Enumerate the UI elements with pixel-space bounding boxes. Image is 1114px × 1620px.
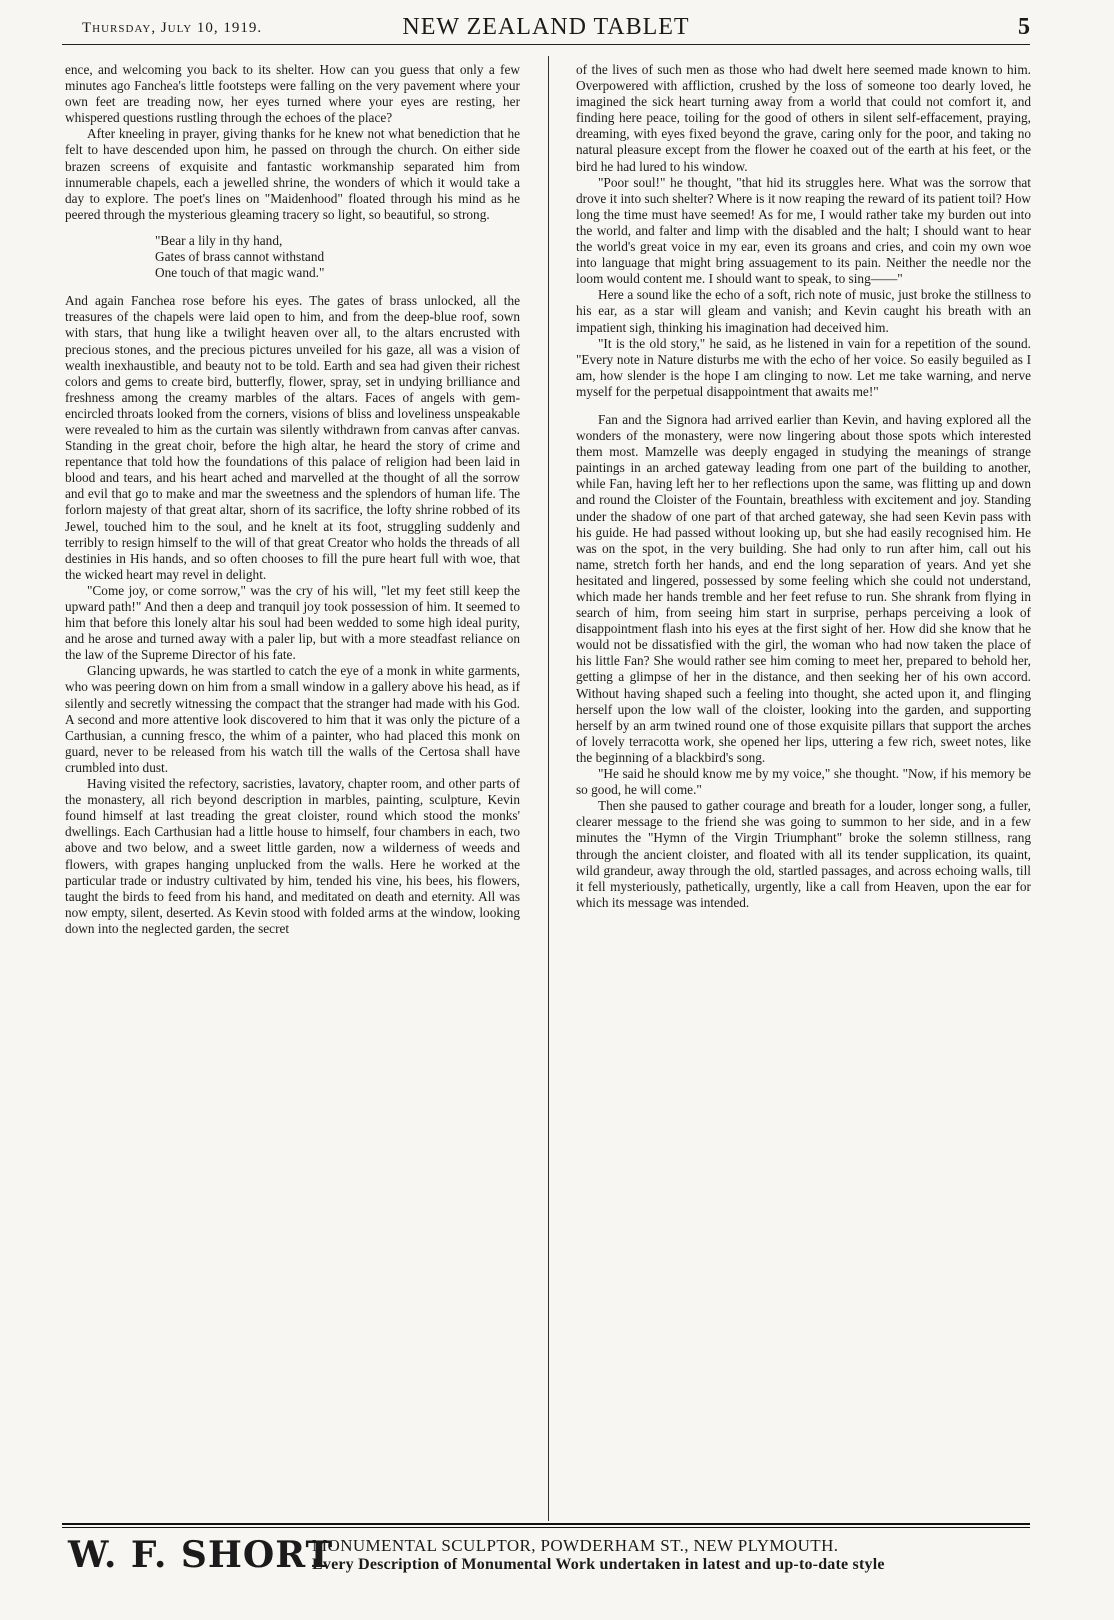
paragraph: Here a sound like the echo of a soft, rich note of music, just broke the stillness to his ear, as a star will gleam and vanish; and Kevin caught his breath with an impatient sigh, thinking his imagination had deceived him.	[576, 287, 1031, 335]
poem-line: One touch of that magic wand."	[155, 265, 325, 281]
newspaper-title: NEW ZEALAND TABLET	[402, 14, 690, 40]
left-column	[65, 62, 520, 1517]
page-number: 5	[1018, 14, 1030, 40]
poem-quote	[155, 233, 520, 281]
paragraph: ence, and welcoming you back to its shelter. How can you guess that only a few minutes ago Fanchea's little footsteps were falling on the very pavement where your own feet are treading now, her eyes turned where your eyes are resting, her whispered questions rustling through the echoes of the place?	[65, 62, 520, 126]
paragraph: Then she paused to gather courage and breath for a louder, longer song, a fuller, clearer message to the friend she was going to summon to her side, and in a few minutes the "Hymn of the Virgin Triumphant" broke the solemn stillness, rang through the ancient cloister, and floated with all its tender supplication, its quaint, wild grandeur, away through the old, startled passages, and across echoing walls, till it fell mysteriously, pathetically, urgently, like a call from Heaven, upon the ear for which its message was intended.	[576, 798, 1031, 910]
page-header	[62, 14, 1030, 44]
paragraph: Glancing upwards, he was startled to catch the eye of a monk in white garments, who was peering down on him from a small window in a gallery above his head, as if silently and secretly witnessing the compact that the stranger had made with his God. A second and more attentive look discovered to him that it was only the picture of a Carthusian, a cunning fresco, the whim of a painter, who had placed this monk on guard, never to be released from his watch till the walls of the Certosa shall have crumbled into dust.	[65, 663, 520, 775]
advertisement	[62, 1532, 1030, 1592]
paragraph: After kneeling in prayer, giving thanks for he knew not what benediction that he felt to have descended upon him, he passed on through the church. On either side brazen screens of exquisite and fantastic workmanship separated him from innumerable chapels, each a jewelled shrine, the wonders of which it would take a day to explore. The poet's lines on "Maidenhood" floated through his mind as he peered through the mysterious gleaming tracery so light, so beautiful, so strong.	[65, 126, 520, 222]
paragraph: And again Fanchea rose before his eyes. The gates of brass unlocked, all the treasures of the chapels were laid open to him, and from the deep-blue roof, sown with stars, that hung like a twilight heaven over all, to the altars encrusted with precious stones, and the precious pictures unveiled for his gaze, all was a vision of wealth inexhaustible, and beauty not to be told. Earth and sea had given their richest colors and gems to create bird, butterfly, flower, spray, set in undying brilliance and freshness among the creamy marbles of the altars. Faces of angels with gem-encircled throats looked from the corners, visions of bliss and loveliness unspeakable were revealed to him as the curtain was silently withdrawn from canvas after canvas. Standing in the great choir, before the high altar, he heard the story of crime and repentance that told how the foundations of this palace of religion had been laid in blood and tears, and his heart ached and marvelled at the thought of all the sorrow and evil that go to make and mar the sweetness and the splendors of human life. The forlorn majesty of that great altar, shorn of its sacrifice, the lofty shrine robbed of its Jewel, touched him to the soul, and he knelt at its foot, struggling suddenly and terribly to resign himself to the will of that great Creator who holds the threads of all destinies in His hands, and so often chooses to fill the pure heart full with woe, that the wicked heart may revel in delight.	[65, 293, 520, 582]
advertiser-name: W. F. SHORT	[68, 1534, 334, 1576]
paragraph: Fan and the Signora had arrived earlier than Kevin, and having explored all the wonders of the monastery, were now lingering about those spots which interested them most. Mamzelle was deeply engaged in studying the meanings of strange paintings in an arched gateway leading from one part of the building to another, while Fan, having left her to her reflections upon the same, was flitting up and down and round the Cloister of the Fountain, breathless with excitement and joy. Standing under the shadow of one part of that arched gateway, she had seen Kevin pass with his guide. He had passed without looking up, but she had easily recognised him. He was on the spot, in the very building. She had only to run after him, call out his name, stretch forth her hands, and end the long separation of years. And yet she hesitated and lingered, possessed by some feeling which she could not understand, which made her hands tremble and her feet refuse to run. She shrank from flying in search of him, from seeing him start in surprise, perhaps perceiving a look of disappointment flash into his eyes at the first sight of her. How did she know that he would not be dissatisfied with the girl, the woman who had now taken the place of his little Fan? She would rather see him coming to meet her, prepared to behold her, getting a glimpse of her in the distance, and then seeking her of his own accord. Without having shaped such a feeling into thought, she acted upon it, and flinging herself upon the low wall of the cloister, looking into the garden, and supporting herself by an arm twined round one of those exquisite pillars that support the arches of lovely terracotta work, she opened her lips, uttering a few rich, sweet notes, like the beginning of a blackbird's song.	[576, 411, 1031, 765]
advertisement-line: Every Description of Monumental Work undertaken in latest and up-to-date style	[312, 1556, 885, 1573]
poem-line: "Bear a lily in thy hand,	[155, 232, 283, 248]
paragraph: Having visited the refectory, sacristies, lavatory, chapter room, and other parts of the monastery, all rich beyond description in marbles, painting, sculpture, Kevin found himself at last treading the great cloister, round which stood the monks' dwellings. Each Carthusian had a little house to himself, four chambers in each, two above and two below, and a sweet little garden, now a wilderness of weeds and flowers, with grapes hanging unplucked from the walls. Here he worked at the particular trade or industry cultivated by him, tended his vine, his bees, his flowers, taught the birds to feed from his hand, and meditated on death and eternity. All was now empty, silent, deserted. As Kevin stood with folded arms at the window, looking down into the neglected garden, the secret	[65, 776, 520, 936]
paragraph: "He said he should know me by my voice," she thought. "Now, if his memory be so good, he will come."	[576, 766, 1031, 798]
advertisement-rule	[62, 1523, 1030, 1528]
advertisement-line: MONUMENTAL SCULPTOR, POWDERHAM ST., NEW PLYMOUTH.	[312, 1536, 839, 1555]
header-rule	[62, 44, 1030, 45]
right-column	[576, 62, 1031, 1517]
paragraph: "It is the old story," he said, as he listened in vain for a repetition of the sound. "Every note in Nature disturbs me with the echo of her voice. So easily beguiled as I am, how slender is the hope I am clinging to now. Let me take warning, and nerve myself for the perpetual disappointment that awaits me!"	[576, 335, 1031, 399]
poem-line: Gates of brass cannot withstand	[155, 249, 325, 265]
column-divider	[548, 56, 549, 1521]
issue-date: Thursday, July 10, 1919.	[82, 20, 263, 36]
paragraph: "Come joy, or come sorrow," was the cry of his will, "let my feet still keep the upward path!" And then a deep and tranquil joy took possession of him. It seemed to him that before this lonely altar his soul had been wedded to some high ideal purity, and he arose and turned away with a paler lip, but with a more steadfast reliance on the law of the Supreme Director of his fate.	[65, 582, 520, 663]
paragraph: of the lives of such men as those who had dwelt here seemed made known to him. Overpowered with affliction, crushed by the loss of someone too dearly loved, he imagined the sick heart turning away from a world that could not comfort it, and finding here peace, toiling for the good of others in silent self-effacement, praying, dreaming, with eyes fixed beyond the grave, caring only for the poor, and taking no natural pleasure except from the flower he coaxed out of the earth at his feet, or the bird he had lured to his window.	[576, 62, 1031, 174]
paragraph: "Poor soul!" he thought, "that hid its struggles here. What was the sorrow that drove it into such shelter? Where is it now reaping the reward of its patient toil? How long the time must have seemed! As for me, I would rather take my burden out into the world, and falter and limp with the disabled and the halt; I should want to hear the world's great voice in my ear, even its groans and cries, and coin my own woe into language that might bring assuagement to its pain. Neither the needle nor the loom would content me. I should want to speak, to sing——"	[576, 174, 1031, 287]
